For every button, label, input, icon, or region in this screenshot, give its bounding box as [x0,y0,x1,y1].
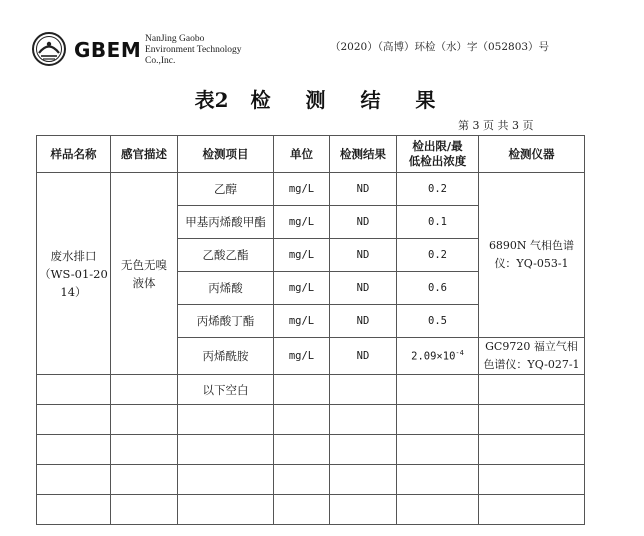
empty-cell [397,375,479,405]
empty-cell [274,495,330,525]
limit-cell [397,338,479,375]
empty-cell [37,435,111,465]
empty-cell [178,495,274,525]
empty-cell [37,465,111,495]
result-cell: ND [330,305,397,338]
company-line: NanJing Gaobo [145,34,205,44]
empty-cell [178,405,274,435]
unit-cell: mg/L [274,173,330,206]
end-note-cell: 以下空白 [178,375,274,405]
empty-cell [274,435,330,465]
header-limit-line: 低检出浓度 [408,154,467,168]
empty-cell [37,375,111,405]
title-text: 检 测 结 果 [250,88,450,112]
table-row [37,495,585,525]
sensory-cell [111,173,178,375]
limit-cell: 0.6 [397,272,479,305]
instrument-cell [479,173,585,338]
unit-cell: mg/L [274,338,330,375]
empty-cell [111,405,178,435]
table-row [37,435,585,465]
empty-cell [330,375,397,405]
empty-cell [274,465,330,495]
empty-cell [178,465,274,495]
empty-cell [397,405,479,435]
header-unit: 单位 [274,136,330,173]
limit-base: 2.09×10 [411,350,456,363]
limit-cell: 0.5 [397,305,479,338]
limit-cell: 0.2 [397,239,479,272]
result-cell: ND [330,272,397,305]
unit-cell: mg/L [274,272,330,305]
result-cell: ND [330,338,397,375]
table-row [37,375,585,405]
empty-cell [111,495,178,525]
empty-cell [330,465,397,495]
unit-cell: mg/L [274,206,330,239]
company-line: Environment Technology [145,45,242,55]
empty-cell [330,495,397,525]
empty-cell [479,465,585,495]
page-title [0,84,644,113]
empty-cell [479,375,585,405]
header-limit-line: 检出限/最 [412,139,463,153]
table-row [37,465,585,495]
item-cell: 丙烯酸 [178,272,274,305]
empty-cell [479,495,585,525]
limit-cell: 0.2 [397,173,479,206]
header-instrument: 检测仪器 [479,136,585,173]
sample-name-cell [37,173,111,375]
empty-cell [178,435,274,465]
empty-cell [274,375,330,405]
empty-cell [397,435,479,465]
table-row [37,405,585,435]
instrument-line: GC9720 福立气相 [485,340,578,353]
header-limit [397,136,479,173]
header-sensory: 感官描述 [111,136,178,173]
page-info: 第 3 页 共 3 页 [458,119,534,132]
instrument-line: 仪：YQ-053-1 [494,257,569,270]
item-cell: 乙醇 [178,173,274,206]
gbem-emblem-icon [32,32,66,66]
logo-text: GBEM [74,38,142,62]
company-name [145,34,242,67]
table-row [37,173,585,206]
result-cell: ND [330,173,397,206]
sample-name-line: （WS-01-20 [39,266,108,281]
table-header-row [37,136,585,173]
empty-cell [479,405,585,435]
header-result: 检测结果 [330,136,397,173]
item-cell: 甲基丙烯酸甲酯 [178,206,274,239]
report-header [0,0,644,90]
sensory-line: 液体 [132,275,156,290]
table-number: 表2 [194,88,229,112]
limit-cell: 0.1 [397,206,479,239]
sample-name-line: 14） [60,284,87,299]
item-cell: 丙烯酰胺 [178,338,274,375]
empty-cell [111,375,178,405]
result-cell: ND [330,206,397,239]
results-table [36,135,585,525]
result-cell: ND [330,239,397,272]
sensory-line: 无色无嗅 [121,257,167,272]
empty-cell [37,405,111,435]
empty-cell [274,405,330,435]
unit-cell: mg/L [274,239,330,272]
empty-cell [397,465,479,495]
item-cell: 乙酸乙酯 [178,239,274,272]
empty-cell [111,435,178,465]
empty-cell [37,495,111,525]
instrument-line: 6890N 气相色谱 [488,239,575,252]
empty-cell [330,435,397,465]
empty-cell [397,495,479,525]
instrument-cell [479,338,585,375]
sample-name-line: 废水排口 [50,248,97,263]
header-sample-name: 样品名称 [37,136,111,173]
empty-cell [479,435,585,465]
header-item: 检测项目 [178,136,274,173]
empty-cell [111,465,178,495]
instrument-line: 色谱仪：YQ-027-1 [483,358,580,371]
empty-cell [330,405,397,435]
limit-exponent: -4 [455,349,464,358]
item-cell: 丙烯酸丁酯 [178,305,274,338]
company-line: Co.,Inc. [145,56,176,66]
unit-cell: mg/L [274,305,330,338]
document-number: （2020）（高博）环检（水）字（052803）号 [330,41,550,53]
